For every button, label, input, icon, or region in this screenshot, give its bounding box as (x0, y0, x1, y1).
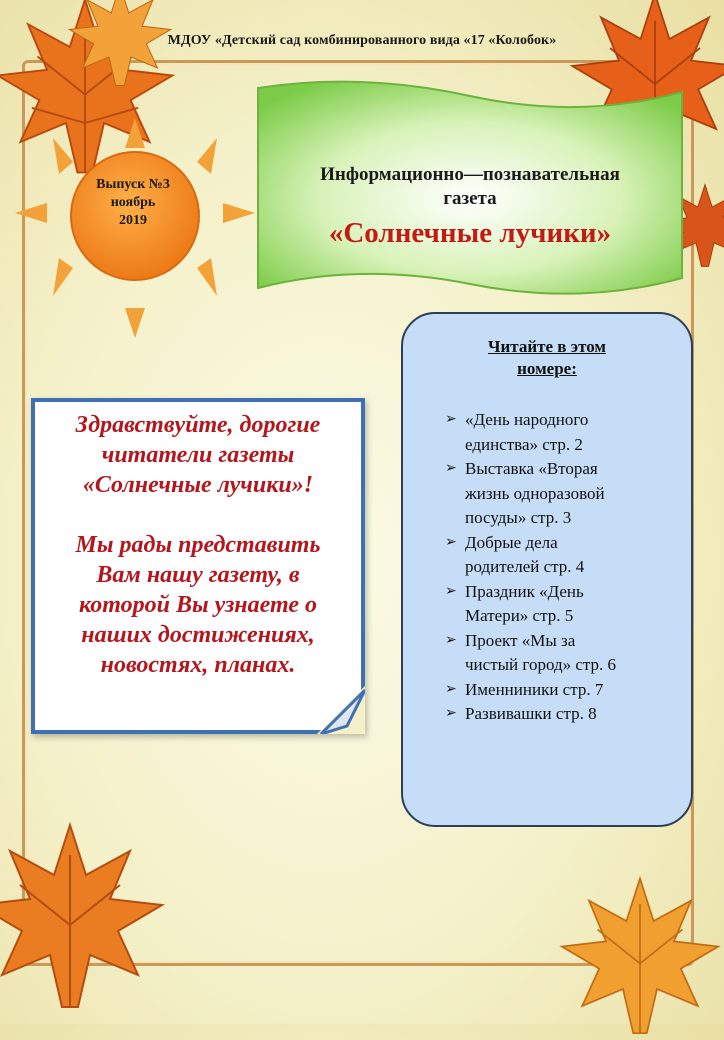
greeting-box (31, 398, 365, 734)
contents-title-line1: Читайте в этом (488, 337, 606, 356)
greeting-line: которой Вы узнаете о (79, 592, 317, 618)
maple-leaf-bottom-right-icon (540, 870, 724, 1040)
list-item: ➢ Праздник «День Матери» стр. 5 (445, 581, 584, 625)
greeting-line: «Солнечные лучики»! (82, 472, 314, 498)
contents-list (443, 408, 683, 727)
issue-year: 2019 (119, 213, 147, 228)
list-item: ➢ Добрые дела родителей стр. 4 (445, 532, 585, 576)
org-name: МДОУ «Детский сад комбинированного вида «17 «Колобок» (167, 33, 557, 48)
greeting-line: Мы рады представить (75, 532, 321, 558)
page-curl-icon (317, 686, 365, 734)
maple-leaf-bottom-left-icon (0, 800, 170, 1030)
contents-title (403, 336, 691, 380)
greeting-text (39, 410, 357, 680)
arrow-bullet-icon: ➢ (445, 534, 457, 550)
list-item: ➢ Развивашки стр. 8 (443, 702, 683, 727)
arrow-bullet-icon: ➢ (445, 412, 457, 427)
arrow-bullet-icon: ➢ (445, 632, 457, 648)
greeting-line: читатели газеты (101, 442, 295, 468)
issue-info (78, 176, 188, 230)
list-item: ➢ Именниники стр. 7 (443, 678, 683, 703)
arrow-bullet-icon: ➢ (445, 583, 457, 599)
greeting-line: Вам нашу газету, в (96, 562, 300, 588)
contents-title-line2: номере: (517, 359, 577, 378)
greeting-line: новостях, планах. (100, 652, 296, 678)
arrow-bullet-icon: ➢ (445, 681, 457, 697)
list-item: ➢ «День народного единства» стр. 2 (445, 410, 589, 454)
contents-box (401, 312, 693, 827)
banner-subtitle-line1: Информационно—познавательная (320, 164, 620, 185)
greeting-line: наших достижениях, (81, 622, 315, 648)
issue-month: ноябрь (110, 195, 156, 210)
issue-number: Выпуск №3 (96, 177, 170, 192)
arrow-bullet-icon: ➢ (445, 461, 457, 476)
banner-subtitle-line2: газета (443, 188, 497, 209)
greeting-line: Здравствуйте, дорогие (75, 412, 321, 438)
newspaper-title: «Солнечные лучики» (328, 217, 612, 249)
banner-text (268, 163, 672, 250)
arrow-bullet-icon: ➢ (445, 706, 457, 721)
list-item: ➢ Выставка «Вторая жизнь одноразовой посуды» стр. 3 (445, 459, 605, 527)
list-item: ➢ Проект «Мы за чистый город» стр. 6 (445, 630, 617, 674)
